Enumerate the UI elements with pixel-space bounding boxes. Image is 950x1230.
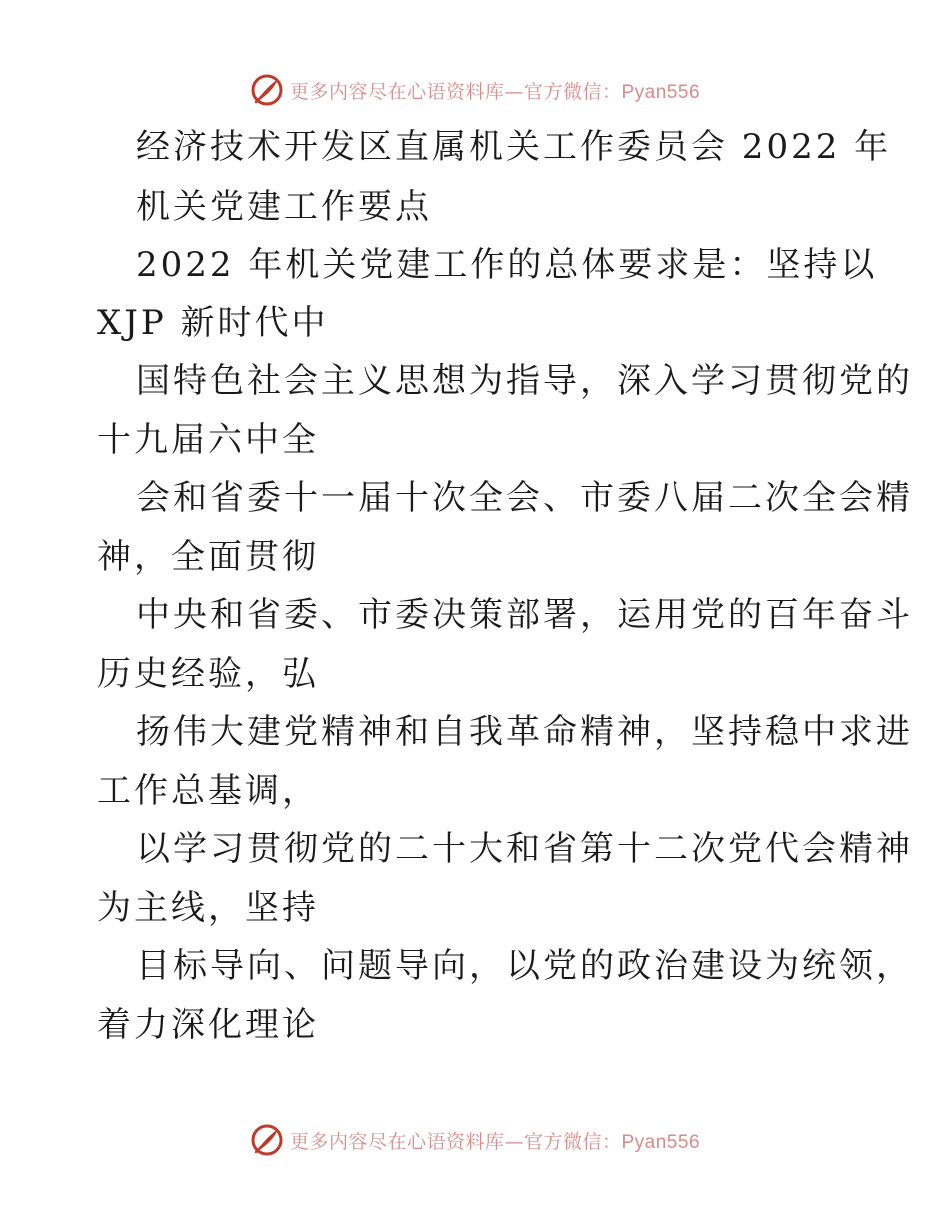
paragraph-line: 2022 年机关党建工作的总体要求是：坚持以 bbox=[136, 245, 878, 285]
paragraph-line: 会和省委十一届十次全会、市委八届二次全会精 bbox=[136, 478, 913, 518]
paragraph-line: 神，全面贯彻 bbox=[97, 537, 319, 577]
watermark-text: 更多内容尽在心语资料库—官方微信：Pyan556 bbox=[289, 80, 701, 103]
paragraph-line: 十九届六中全 bbox=[97, 420, 319, 460]
wechat-id: Pyan556 bbox=[621, 81, 701, 103]
watermark-text: 更多内容尽在心语资料库—官方微信：Pyan556 bbox=[289, 1130, 701, 1153]
paragraph-line: 为主线，坚持 bbox=[97, 888, 319, 928]
wechat-id: Pyan556 bbox=[621, 1131, 701, 1153]
feather-logo-icon bbox=[250, 73, 284, 107]
paragraph-line: 以学习贯彻党的二十大和省第十二次党代会精神 bbox=[136, 829, 913, 869]
feather-logo-icon bbox=[250, 1123, 284, 1157]
watermark-header bbox=[0, 70, 950, 110]
title-line-2: 机关党建工作要点 bbox=[136, 187, 432, 227]
paragraph-line: 着力深化理论 bbox=[97, 1005, 319, 1045]
paragraph-line: 扬伟大建党精神和自我革命精神，坚持稳中求进 bbox=[136, 712, 913, 752]
paragraph-line: 工作总基调， bbox=[97, 771, 319, 811]
paragraph-line: 中央和省委、市委决策部署，运用党的百年奋斗 bbox=[136, 595, 913, 635]
paragraph-line: 目标导向、问题导向，以党的政治建设为统领， bbox=[136, 946, 913, 986]
paragraph-line: XJP 新时代中 bbox=[97, 303, 329, 343]
paragraph-line: 国特色社会主义思想为指导，深入学习贯彻党的 bbox=[136, 361, 913, 401]
paragraph-line: 历史经验，弘 bbox=[97, 654, 319, 694]
title-line-1: 经济技术开发区直属机关工作委员会 2022 年 bbox=[136, 127, 892, 167]
watermark-footer bbox=[0, 1120, 950, 1160]
